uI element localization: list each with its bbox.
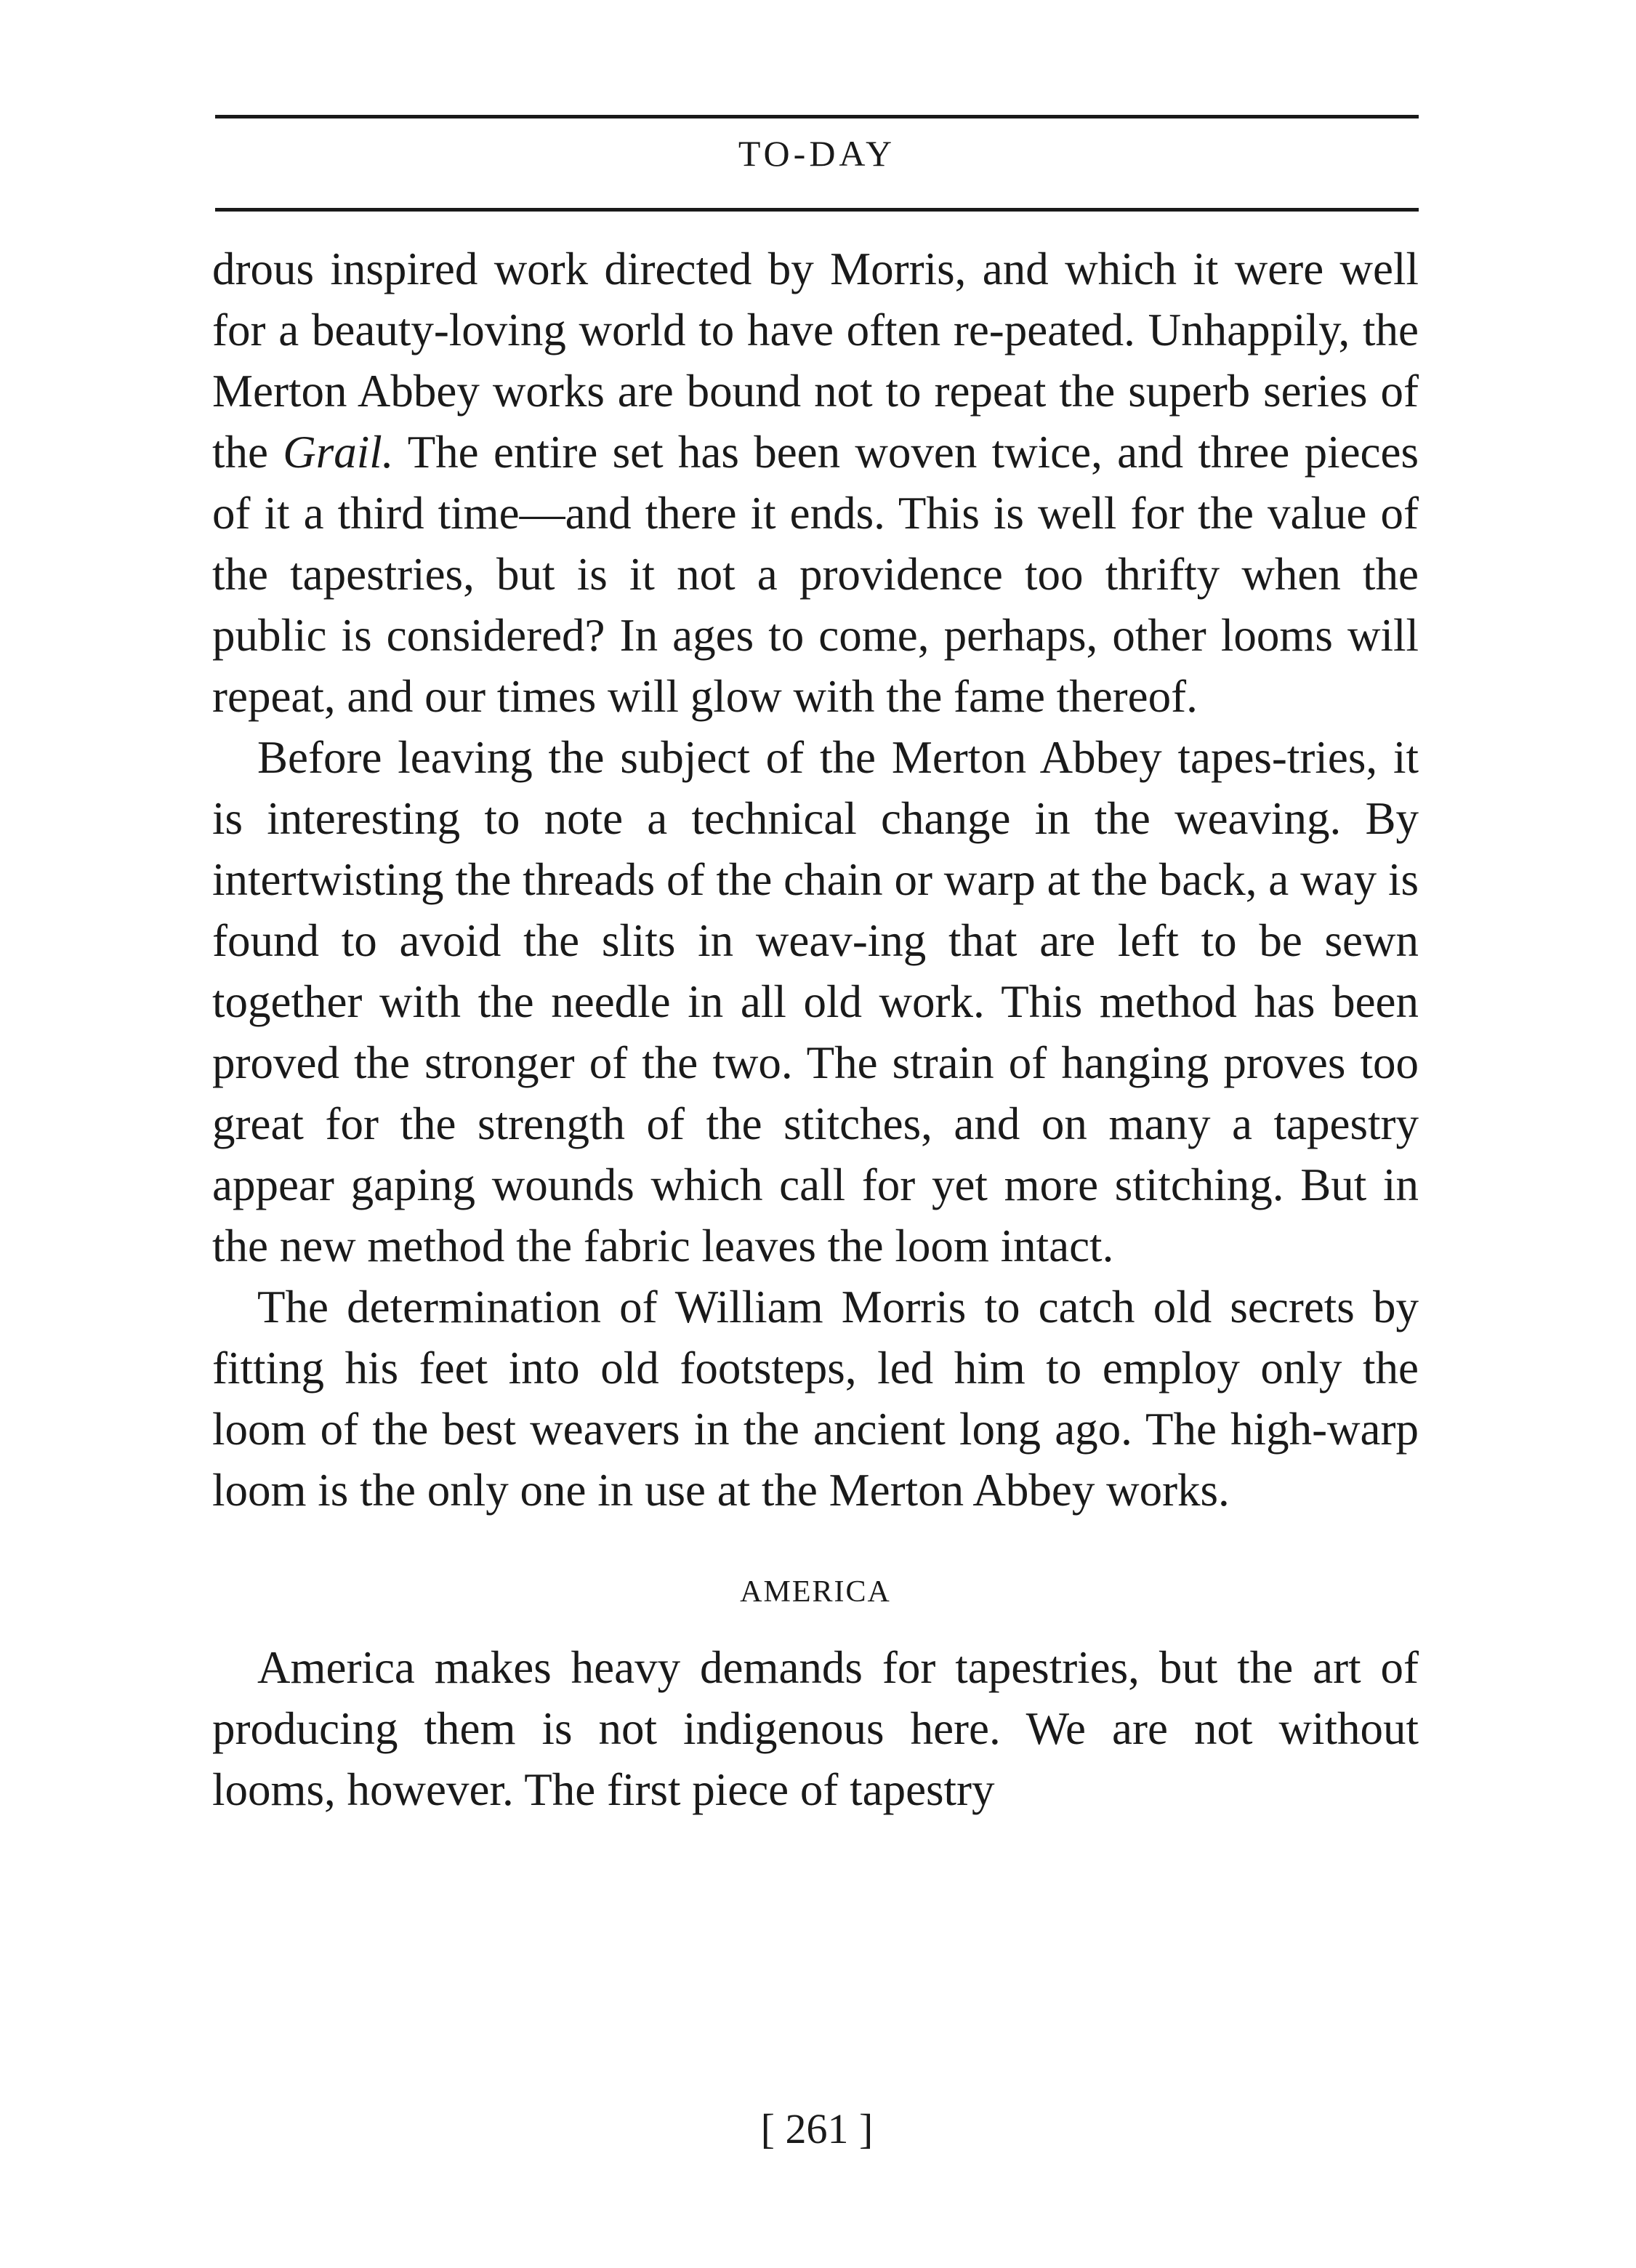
header-rule-top <box>215 115 1419 118</box>
section-heading: AMERICA <box>740 1575 891 1609</box>
paragraph-text: The entire set has been woven twice, and three pieces of it a third time—and there it ends. This is well for the value of the tapestries, but is it not a providence too thrifty when the public is considered? In ages to come, perhaps, other looms will repeat, and our times will glow with the fame thereof. <box>212 427 1419 722</box>
paragraph-america: America makes heavy demands for tapestries, but the art of producing them is not indigenous here. We are not without looms, however. The first piece of tapestry <box>212 1642 1419 1815</box>
page-number: [ 261 ] <box>760 2105 874 2152</box>
italic-title: Grail. <box>283 427 394 478</box>
header-rule-bottom <box>215 208 1419 212</box>
body-text <box>212 238 1419 1820</box>
paragraph-continued <box>212 238 1419 727</box>
paragraph-weaving-technique: Before leaving the subject of the Merton Abbey tapes-tries, it is interesting to note a technical change in the weaving. By intertwisting the threads of the chain or warp at the back, a way is found to avoid the slits in weav-ing that are left to be sewn together with the needle in all old work. This method has been proved the stronger of the two. The strain of hanging proves too great for the strength of the stitches, and on many a tapestry appear gaping wounds which call for yet more stitching. But in the new method the fabric leaves the loom intact. <box>212 732 1419 1271</box>
running-head: TO-DAY <box>738 133 896 174</box>
paragraph-text: drous inspired work directed by Morris, and which it were well for a beauty-loving world to have often re-peated. Unhappily, the Merton Abbey works are bound not to repeat the superb series of the <box>212 244 1419 478</box>
paragraph-high-warp-loom: The determination of William Morris to catch old secrets by fitting his feet into old footsteps, led him to employ only the loom of the best weavers in the ancient long ago. The high-warp loom is the only one in use at the Merton Abbey works. <box>212 1282 1419 1516</box>
